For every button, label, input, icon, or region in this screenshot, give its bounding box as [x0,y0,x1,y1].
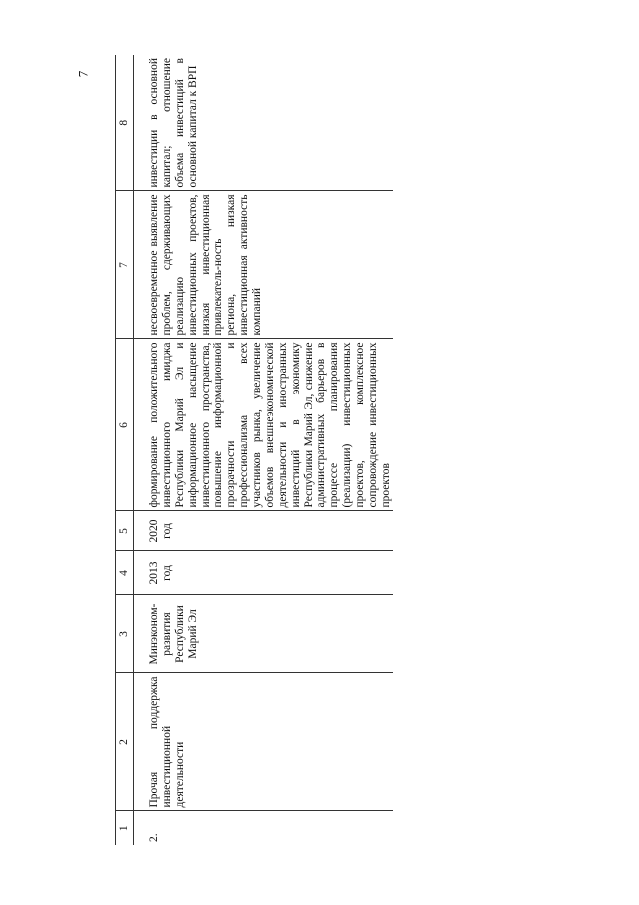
header-col-7: 7 [116,191,134,339]
measure-name: Прочая поддержка инвестиционной деятельности [134,673,393,811]
risks: несвоевременное выявление проблем, сдерживающих реализацию инвестиционных проектов, низкая инвестиционная привлекатель-ность региона, низкая инвестиционная активность компаний [134,191,393,339]
header-col-1: 1 [116,811,134,845]
row-number: 2. [148,833,160,842]
header-col-8: 8 [116,55,134,191]
header-col-6: 6 [116,339,134,511]
header-col-3: 3 [116,595,134,673]
expected-results: формирование положительного инвестиционного имиджа Республики Марий Эл и информационное насыщение инвестиционного пространства, повышение информационной прозрачности и профессионализма всех участников рынка, увеличение объемов внешнеэкономической деятельности и иностранных инвестиций в экономику Республики Марий Эл, снижение административных барьеров в процессе планирования (реализации) инвестиционных проектов, комплексное сопровождение инвестиционных проектов [134,339,393,511]
indicators: инвестиции в основной капитал; отношение объема инвестиций в основной капитал к ВРП [134,55,393,191]
page-number: 7 [75,70,91,78]
program-table [115,55,393,845]
rotated-table-container [115,55,515,845]
header-col-5: 5 [116,511,134,551]
executor: Минэконом-развития Республики Марий Эл [134,595,393,673]
start-year: 2013 год [134,551,393,595]
table-row [134,55,393,845]
end-year: 2020 год [134,511,393,551]
header-row [116,55,134,845]
header-col-4: 4 [116,551,134,595]
header-col-2: 2 [116,673,134,811]
